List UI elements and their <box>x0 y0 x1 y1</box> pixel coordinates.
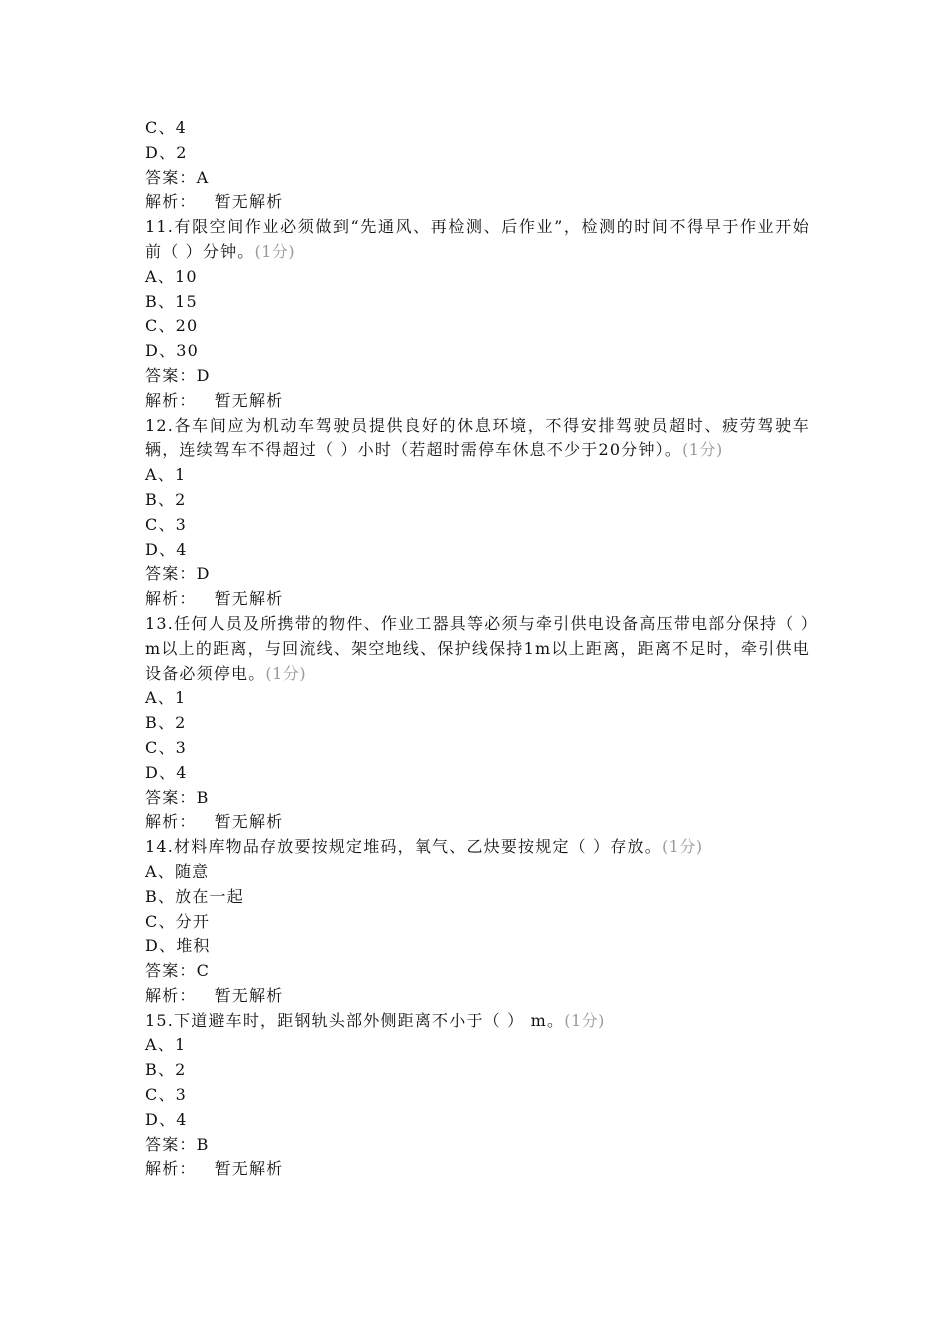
analysis-label: 解析： <box>145 812 197 832</box>
option-b: B、15 <box>145 291 198 311</box>
question-text <box>145 1009 810 1034</box>
option-b: B、放在一起 <box>145 886 244 906</box>
analysis-text: 暂无解析 <box>214 589 284 609</box>
question-list <box>145 116 810 1182</box>
analysis-line <box>145 190 810 215</box>
question-score: (1分) <box>564 1010 605 1030</box>
analysis-label: 解析： <box>145 589 197 609</box>
question-stem: 12.各车间应为机动车驾驶员提供良好的休息环境，不得安排驾驶员超时、疲劳驾驶车辆，连续驾车不得超过（ ）小时（若超时需停车休息不少于20分钟）。 <box>145 415 810 460</box>
analysis-label: 解析： <box>145 192 197 212</box>
question-14 <box>145 835 810 1009</box>
question-text <box>145 414 810 464</box>
analysis-label: 解析： <box>145 985 197 1005</box>
option-b: B、2 <box>145 1060 187 1080</box>
question-text <box>145 215 810 265</box>
analysis-line <box>145 1157 810 1182</box>
answer-line: 答案：B <box>145 787 210 807</box>
analysis-line <box>145 389 810 414</box>
analysis-label: 解析： <box>145 390 197 410</box>
answer-line: 答案：D <box>145 365 211 385</box>
analysis-text: 暂无解析 <box>214 390 284 410</box>
option-c: C、分开 <box>145 911 211 931</box>
option-d: D、30 <box>145 341 199 361</box>
analysis-text: 暂无解析 <box>214 985 284 1005</box>
question-13 <box>145 612 810 835</box>
option-d: D、4 <box>145 1109 188 1129</box>
question-score: (1分) <box>265 663 307 683</box>
option-c: C、3 <box>145 1085 188 1105</box>
analysis-text: 暂无解析 <box>214 1159 284 1179</box>
analysis-line <box>145 984 810 1009</box>
analysis-label: 解析： <box>145 1159 197 1179</box>
option-c: C、4 <box>145 118 188 137</box>
question-score: (1分) <box>254 241 296 261</box>
option-a: A、1 <box>145 1035 187 1055</box>
question-15 <box>145 1009 810 1183</box>
question-text <box>145 835 810 860</box>
question-stem: 11.有限空间作业必须做到“先通风、再检测、后作业”，检测的时间不得早于作业开始前（ ）分钟。 <box>145 217 810 261</box>
question-12 <box>145 414 810 612</box>
analysis-line <box>145 587 810 612</box>
option-a: A、10 <box>145 266 198 286</box>
option-d: D、4 <box>145 762 188 782</box>
leading-block <box>145 116 810 215</box>
option-a: A、随意 <box>145 861 210 881</box>
answer-line: 答案：C <box>145 961 211 981</box>
option-b: B、2 <box>145 713 187 733</box>
option-a: A、1 <box>145 688 187 708</box>
question-11 <box>145 215 810 413</box>
question-stem: 15.下道避车时，距钢轨头部外侧距离不小于（ ） m。 <box>145 1010 565 1030</box>
answer-line: 答案：A <box>145 167 210 187</box>
question-text <box>145 612 810 686</box>
question-score: (1分) <box>682 440 723 460</box>
option-c: C、20 <box>145 316 199 336</box>
question-stem: 14.材料库物品存放要按规定堆码，氧气、乙炔要按规定（ ）存放。 <box>145 837 662 857</box>
option-d: D、2 <box>145 142 188 162</box>
option-c: C、3 <box>145 737 188 757</box>
analysis-text: 暂无解析 <box>214 192 284 212</box>
option-b: B、2 <box>145 489 187 509</box>
option-a: A、1 <box>145 465 187 485</box>
analysis-text: 暂无解析 <box>214 812 284 832</box>
question-score: (1分) <box>661 837 703 857</box>
option-c: C、3 <box>145 514 188 534</box>
question-stem: 13.任何人员及所携带的物件、作业工器具等必须与牵引供电设备高压带电部分保持（ ）m以上的距离，与回流线、架空地线、保护线保持1m以上距离，距离不足时，牵引供电设备必须停电。 <box>145 613 810 683</box>
option-d: D、堆积 <box>145 936 211 956</box>
analysis-line <box>145 810 810 835</box>
answer-line: 答案：D <box>145 564 211 584</box>
answer-line: 答案：B <box>145 1134 210 1154</box>
option-d: D、4 <box>145 539 188 559</box>
